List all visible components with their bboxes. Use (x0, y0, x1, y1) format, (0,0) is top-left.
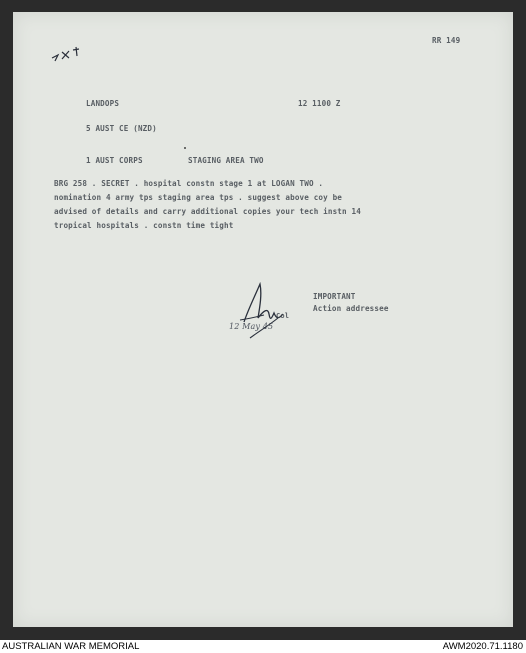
archive-footer (0, 640, 526, 653)
document-page (13, 12, 513, 627)
body-line-1: BRG 258 . SECRET . hospital constn stage 1 at LOGAN TWO . (54, 179, 324, 188)
time-group: 12 1100 Z (298, 99, 341, 108)
reference-number: RR 149 (432, 36, 461, 45)
body-line-4: tropical hospitals . constn time tight (54, 221, 234, 230)
body-line-2: nomination 4 army tps staging area tps . suggest above coy be (54, 193, 343, 202)
handwritten-date: 12 May 45 (229, 322, 274, 331)
from-addressee: 5 AUST CE (NZD) (86, 124, 157, 133)
signature-rank: Col (276, 312, 290, 320)
subject-line: STAGING AREA TWO (188, 156, 264, 165)
info-addressee: 1 AUST CORPS (86, 156, 143, 165)
accession-number: AWM2020.71.1180 (442, 641, 523, 652)
priority-label: IMPORTANT (313, 292, 356, 301)
to-addressee: LANDOPS (86, 99, 120, 108)
institution-name: AUSTRALIAN WAR MEMORIAL (2, 641, 140, 652)
handwritten-corner-mark (50, 45, 84, 65)
ink-speck (184, 147, 186, 149)
body-line-3: advised of details and carry additional copies your tech instn 14 (54, 207, 361, 216)
action-note: Action addressee (313, 304, 389, 313)
